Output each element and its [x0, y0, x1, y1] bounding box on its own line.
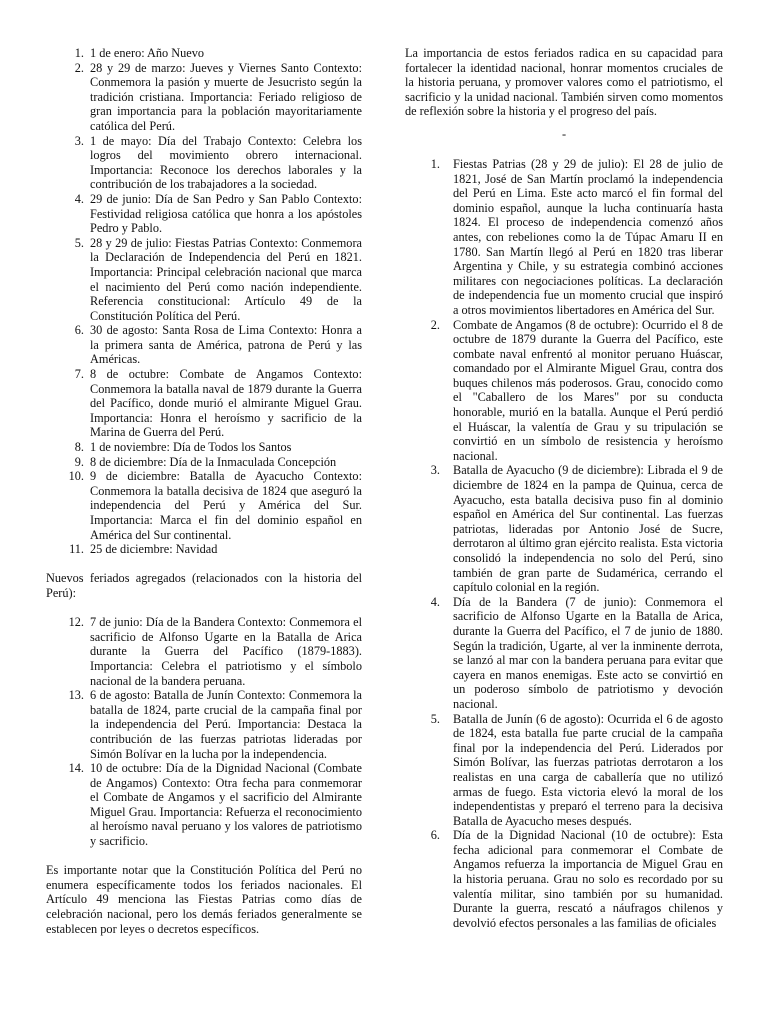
left-column — [46, 46, 362, 936]
list-item-number: 3. — [74, 133, 84, 148]
list-item-text: 1 de mayo: Día del Trabajo Contexto: Celebra los logros del movimiento obrero internacional. Importancia: Reconoce los derechos laborales y la contribución de los trabajadores a la sociedad. — [90, 133, 362, 192]
list-item-text: Batalla de Junín (6 de agosto): Ocurrida el 6 de agosto de 1824, esta batalla fue parte crucial de la campaña final por la independencia del Perú. Liderados por Simón Bolívar, las fuerzas patriotas derrotaron a los realistas en una carga de caballería que no utilizó armas de fuego. Esta victoria elevó la moral de los independentistas y preparó el terreno para la decisiva Batalla de Ayacucho meses después. — [453, 711, 723, 828]
list-item — [46, 688, 362, 761]
list-item-text: Batalla de Ayacucho (9 de diciembre): Librada el 9 de diciembre de 1824 en la pampa de Quinua, cerca de Ayacucho, esta batalla decisiva puso fin al dominio español en América del Sur continental. Las fuerzas patriotas, lideradas por Antonio José de Sucre, derrotaron al último gran ejército realista. Esta victoria consolidó la independencia no solo del Perú, sino también de gran parte de Sudamérica, cerrando el capítulo colonial en la región. — [453, 463, 723, 595]
new-holiday-list — [46, 615, 362, 849]
list-item — [405, 828, 723, 930]
new-holidays-heading: Nuevos feriados agregados (relacionados con la historia del Perú): — [46, 571, 362, 600]
list-item-text: 25 de diciembre: Navidad — [90, 542, 218, 557]
list-item-number: 4. — [74, 191, 84, 206]
list-item — [46, 455, 362, 470]
separator-dash: - — [561, 126, 567, 141]
list-item — [46, 367, 362, 440]
list-item-text: 8 de octubre: Combate de Angamos Contexto: Conmemora la batalla naval de 1879 durante la Guerra del Pacífico, donde murió el almirante Miguel Grau. Importancia: Honra el heroísmo y sacrificio de la Marina de Guerra del Perú. — [90, 367, 362, 440]
list-item-text: 30 de agosto: Santa Rosa de Lima Contexto: Honra a la primera santa de América, patrona de Perú y las Américas. — [90, 323, 362, 367]
list-item-number: 4. — [430, 594, 440, 609]
constitution-note-paragraph: Es importante notar que la Constitución Política del Perú no enumera específicamente todos los feriados nacionales. El Artículo 49 menciona las Fiestas Patrias como días de celebración nacional, pero los demás feriados generalmente se establecen por leyes o decretos específicos. — [46, 863, 362, 936]
list-item-number: 2. — [74, 60, 84, 75]
list-item-number: 10. — [68, 469, 84, 484]
list-item — [46, 440, 362, 455]
list-item-text: 28 y 29 de marzo: Jueves y Viernes Santo Contexto: Conmemora la pasión y muerte de Jesucristo según la tradición cristiana. Importancia: Feriado religioso de gran importancia para la población mayoritariamente católica del Perú. — [90, 60, 362, 133]
list-item — [405, 595, 723, 712]
list-item-number: 7. — [74, 367, 84, 382]
list-item-number: 2. — [430, 317, 440, 332]
right-column — [405, 46, 723, 930]
list-item — [46, 192, 362, 236]
list-item — [405, 318, 723, 464]
list-item-text: Fiestas Patrias (28 y 29 de julio): El 28 de julio de 1821, José de San Martín proclamó la independencia del Perú en Lima. Este acto marcó el fin formal del dominio español, aunque la lucha continuaría hasta 1824. El proceso de independencia comenzó años antes, con rebeliones como la de Túpac Amaru II en 1780. San Martín llegó al Perú en 1820 tras liberar Argentina y Chile, y su estrategia combinó acciones militares con negociaciones políticas. La declaración de independencia fue un momento crucial que inspiró a otros movimientos libertadores en América del Sur. — [453, 156, 723, 317]
list-item-number: 5. — [430, 711, 440, 726]
list-item — [46, 61, 362, 134]
list-item-text: 7 de junio: Día de la Bandera Contexto: Conmemora el sacrificio de Alfonso Ugarte en la Batalla de Arica durante la Guerra del Pacífico (1879-1883). Importancia: Celebra el patriotismo y el símbolo nacional de la bandera peruana. — [90, 615, 362, 688]
list-item-number: 8. — [74, 440, 84, 455]
list-item — [46, 615, 362, 688]
history-list — [405, 157, 723, 930]
list-item-text: Día de la Dignidad Nacional (10 de octubre): Esta fecha adicional para conmemorar el Combate de Angamos refuerza la importancia de Miguel Grau en la historia peruana. Grau no solo es recordado por su valentía militar, sino también por su humanidad. Durante la guerra, rescató a náufragos chilenos y devolvió efectos personales a las familias de oficiales — [453, 828, 723, 930]
list-item — [46, 46, 362, 61]
list-item-number: 6. — [74, 323, 84, 338]
list-item — [46, 542, 362, 557]
list-item-number: 3. — [430, 463, 440, 478]
list-item — [405, 712, 723, 829]
list-item — [405, 157, 723, 318]
importance-paragraph: La importancia de estos feriados radica en su capacidad para fortalecer la identidad nacional, honrar momentos cruciales de la historia peruana, y promover valores como el patriotismo, el sacrificio y la unidad nacional. También sirven como momentos de reflexión sobre la historia y el progreso del país. — [405, 46, 723, 119]
list-item-text: 29 de junio: Día de San Pedro y San Pablo Contexto: Festividad religiosa católica que honra a los apóstoles Pedro y Pablo. — [90, 191, 362, 236]
list-item-text: 28 y 29 de julio: Fiestas Patrias Contexto: Conmemora la Declaración de Independencia del Perú en 1821. Importancia: Principal celebración nacional que marca el nacimiento del Perú como nación independiente. Referencia constitucional: Artículo 49 de la Constitución Política del Perú. — [90, 235, 362, 323]
list-item-number: 1. — [430, 156, 440, 171]
list-item-number: 13. — [68, 688, 84, 703]
list-item-number: 11. — [69, 542, 84, 557]
list-item — [46, 761, 362, 849]
list-item-text: 6 de agosto: Batalla de Junín Contexto: Conmemora la batalla de 1824, parte crucial de la campaña final por la independencia del Perú. Importancia: Destaca la contribución de las fuerzas patriotas lideradas por Simón Bolívar en la lucha por la independencia. — [90, 688, 362, 761]
list-item — [46, 134, 362, 192]
list-item-number: 14. — [68, 761, 84, 776]
list-item — [46, 236, 362, 324]
list-item-text: Día de la Bandera (7 de junio): Conmemora el sacrificio de Alfonso Ugarte en la Batalla de Arica, durante la Guerra del Pacífico, el 7 de junio de 1880. Según la tradición, Ugarte, al ver la inminente derrota, se lanzó al mar con la bandera peruana para evitar que cayera en manos enemigas. Este acto se convirtió en un poderoso símbolo de patriotismo y devoción nacional. — [453, 594, 723, 711]
list-item-number: 9. — [74, 454, 84, 469]
list-item — [46, 323, 362, 367]
list-item — [405, 463, 723, 594]
list-item-text: 1 de noviembre: Día de Todos los Santos — [90, 440, 292, 455]
list-item-number: 1. — [74, 46, 84, 60]
list-item-number: 6. — [430, 828, 440, 843]
list-item-text: 8 de diciembre: Día de la Inmaculada Concepción — [90, 454, 337, 469]
holiday-list — [46, 46, 362, 557]
list-item-number: 12. — [68, 615, 84, 630]
list-item-text: 9 de diciembre: Batalla de Ayacucho Contexto: Conmemora la batalla decisiva de 1824 que aseguró la independencia del Perú y América del Sur. Importancia: Marca el fin del dominio español en América del Sur continental. — [90, 469, 362, 542]
list-item-text: 1 de enero: Año Nuevo — [90, 46, 205, 60]
list-item-number: 5. — [74, 235, 84, 250]
list-item-text: 10 de octubre: Día de la Dignidad Nacional (Combate de Angamos) Contexto: Otra fecha para conmemorar el Combate de Angamos y el sacrificio del Almirante Miguel Grau. Importancia: Refuerza el reconocimiento al heroísmo naval peruano y los valores de patriotismo y sacrificio. — [90, 761, 362, 849]
list-item-text: Combate de Angamos (8 de octubre): Ocurrido el 8 de octubre de 1879 durante la Guerra del Pacífico, este combate naval enfrentó al monitor peruano Huáscar, comandado por el Almirante Miguel Grau, contra dos buques chilenos más poderosos. Grau, conocido como el "Caballero de los Mares" por su conducta honorable, murió en la batalla. Aunque el Perú perdió el Huáscar, la valentía de Grau y su tripulación se convirtió en un símbolo de resistencia y heroísmo nacional. — [453, 317, 723, 463]
list-item — [46, 469, 362, 542]
